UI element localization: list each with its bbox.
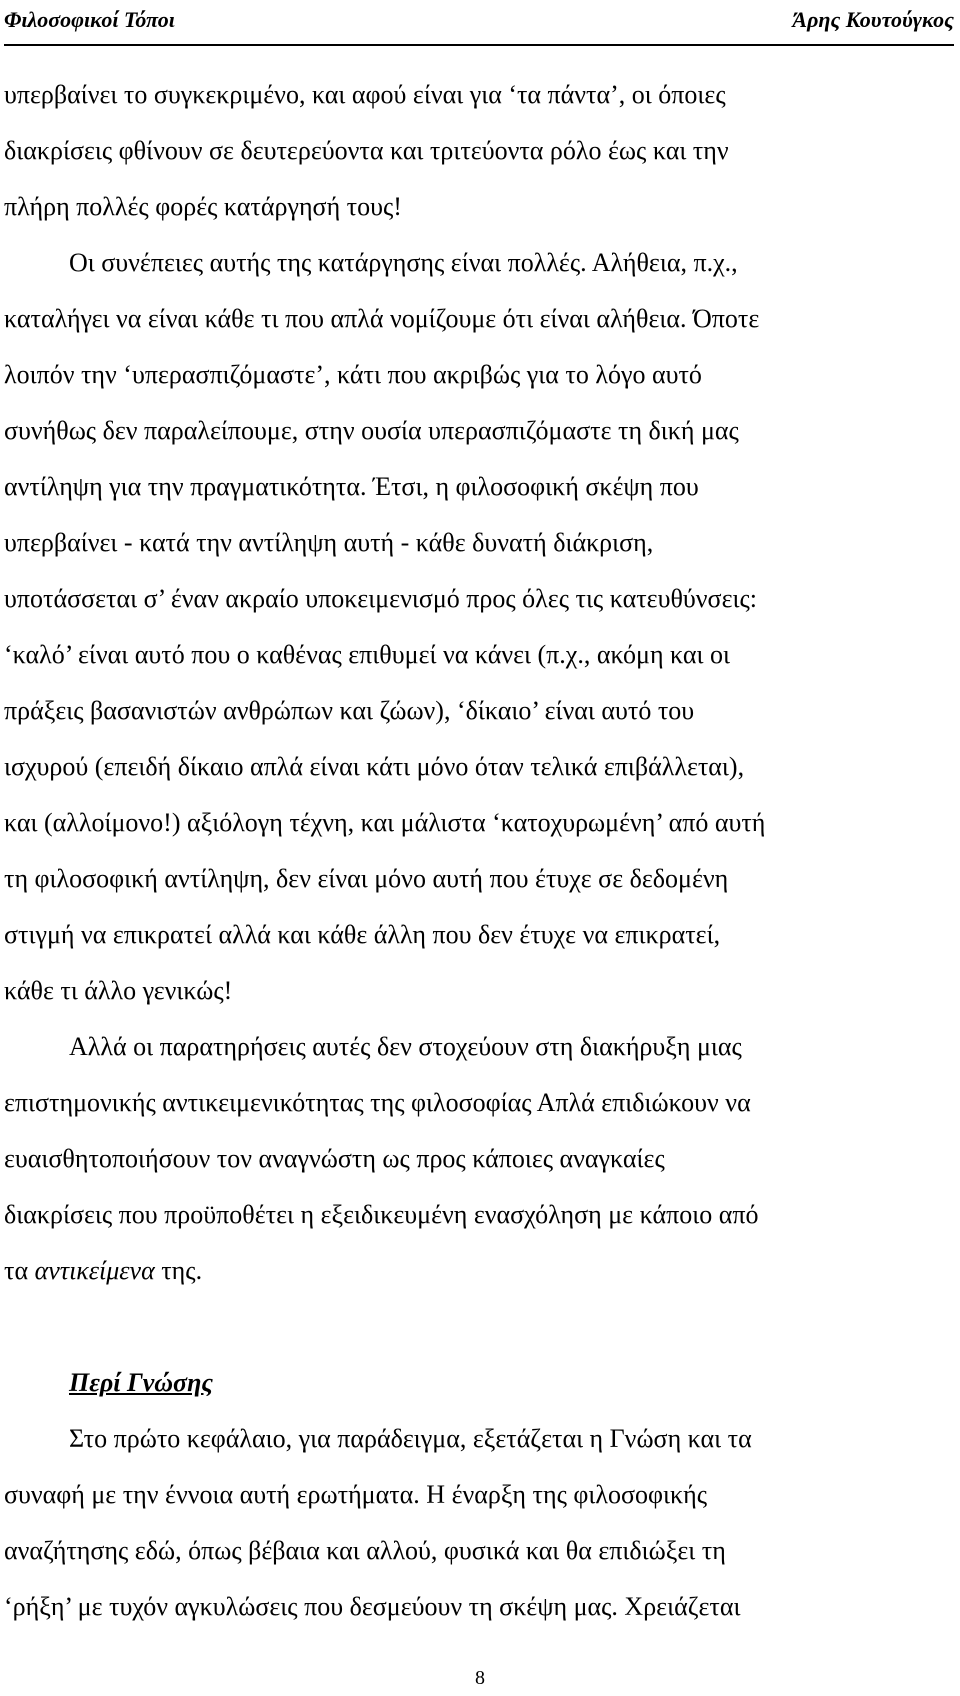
body-text <box>4 67 950 1635</box>
running-header <box>4 4 954 46</box>
text-line: στιγμή να επικρατεί αλλά και κάθε άλλη που δεν έτυχε να επικρατεί, <box>4 920 721 949</box>
text-line: ισχυρού (επειδή δίκαιο απλά είναι κάτι μόνο όταν τελικά επιβάλλεται), <box>4 752 745 781</box>
text-line: και (αλλοίμονο!) αξιόλογη τέχνη, και μάλιστα ‘κατοχυρωμένη’ από αυτή <box>4 808 766 837</box>
text-fragment: της. <box>154 1256 203 1285</box>
text-line: λοιπόν την ‘υπερασπιζόμαστε’, κάτι που ακριβώς για το λόγο αυτό <box>4 360 702 389</box>
header-author: Άρης Κουτούγκος <box>792 7 954 32</box>
text-line: συνήθως δεν παραλείπουμε, στην ουσία υπερασπιζόμαστε τη δική μας <box>4 416 739 445</box>
text-line: διακρίσεις φθίνουν σε δευτερεύοντα και τριτεύοντα ρόλο έως και την <box>4 136 729 165</box>
text-line: ‘καλό’ είναι αυτό που ο καθένας επιθυμεί να κάνει (π.χ., ακόμη και οι <box>4 640 731 669</box>
text-line: υπερβαίνει το συγκεκριμένο, και αφού είναι για ‘τα πάντα’, οι όποιες <box>4 80 726 109</box>
text-line: υπερβαίνει - κατά την αντίληψη αυτή - κάθε δυνατή διάκριση, <box>4 528 654 557</box>
text-line: επιστημονικής αντικειμενικότητας της φιλοσοφίας Απλά επιδιώκουν να <box>4 1088 751 1117</box>
text-line-with-italic <box>4 1243 950 1299</box>
header-book-title: Φιλοσοφικοί Τόποι <box>4 7 175 32</box>
text-line: ‘ρήξη’ με τυχόν αγκυλώσεις που δεσμεύουν τη σκέψη μας. Χρειάζεται <box>4 1592 741 1621</box>
paragraph-start-line: Αλλά οι παρατηρήσεις αυτές δεν στοχεύουν στη διακήρυξη μιας <box>69 1032 742 1061</box>
section-heading-line <box>4 1355 950 1411</box>
text-line: κάθε τι άλλο γενικώς! <box>4 976 233 1005</box>
text-line: συναφή με την έννοια αυτή ερωτήματα. Η έναρξη της φιλοσοφικής <box>4 1480 707 1509</box>
section-heading: Περί Γνώσης <box>69 1368 213 1397</box>
text-line: τη φιλοσοφική αντίληψη, δεν είναι μόνο αυτή που έτυχε σε δεδομένη <box>4 864 729 893</box>
paragraph-start-line: Οι συνέπειες αυτής της κατάργησης είναι πολλές. Αλήθεια, π.χ., <box>69 248 738 277</box>
text-line: ευαισθητοποιήσουν τον αναγνώστη ως προς κάποιες αναγκαίες <box>4 1144 665 1173</box>
text-line: υποτάσσεται σ’ έναν ακραίο υποκειμενισμό προς όλες τις κατευθύνσεις: <box>4 584 757 613</box>
text-line: αναζήτησης εδώ, όπως βέβαια και αλλού, φυσικά και θα επιδιώξει τη <box>4 1536 726 1565</box>
italic-term: αντικείμενα <box>34 1256 155 1285</box>
text-line: πράξεις βασανιστών ανθρώπων και ζώων), ‘δίκαιο’ είναι αυτό του <box>4 696 695 725</box>
blank-line <box>4 1299 950 1355</box>
text-line: καταλήγει να είναι κάθε τι που απλά νομίζουμε ότι είναι αλήθεια. Όποτε <box>4 304 760 333</box>
text-line: πλήρη πολλές φορές κατάργησή τους! <box>4 192 402 221</box>
page-number: 8 <box>475 1667 485 1689</box>
text-line: αντίληψη για την πραγματικότητα. Έτσι, η φιλοσοφική σκέψη που <box>4 472 699 501</box>
text-fragment: τα <box>4 1256 35 1285</box>
paragraph-start-line: Στο πρώτο κεφάλαιο, για παράδειγμα, εξετάζεται η Γνώση και τα <box>69 1424 752 1453</box>
text-line: διακρίσεις που προϋποθέτει η εξειδικευμένη ενασχόληση με κάποιο από <box>4 1200 759 1229</box>
